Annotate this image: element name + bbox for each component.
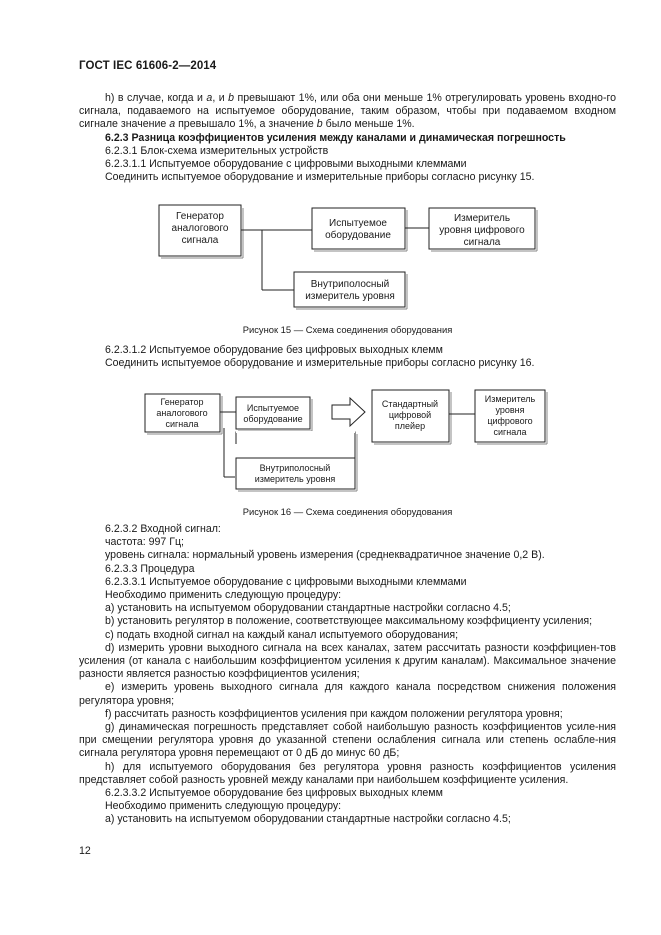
digital-meter-label: уровня цифрового — [439, 225, 525, 236]
generator-label: сигнала — [181, 235, 219, 246]
inband-meter-label: измеритель уровня — [254, 474, 336, 484]
figure-16-diagram — [0, 382, 661, 500]
var-a: a — [206, 92, 213, 104]
paragraph: Необходимо применить следующую процедуру: — [105, 589, 342, 602]
figure-15-caption: Рисунок 15 — Схема соединения оборудования — [242, 324, 453, 335]
hollow-arrow-icon — [332, 398, 365, 426]
paragraph: уровень сигнала: нормальный уровень измерения (среднеквадратичное значение 0,2 В). — [105, 549, 545, 562]
para-h-text: , и — [212, 92, 229, 104]
dut-box — [236, 397, 310, 429]
paragraph: e) измерить уровень выходного сигнала для каждого канала посредством снижения положения регулятора уровня; — [79, 681, 616, 707]
paragraph: f) рассчитать разность коэффициентов усиления при каждом положении регулятора уровня; — [105, 707, 563, 720]
generator-label: Генератор — [160, 397, 204, 407]
player-label: цифровой — [388, 410, 432, 420]
para-h-text: превышают 1%, или оба они меньше 1% отрегулировать уровень входно-го сигнала, подаваемого на испытуемое оборудование, таким образом, чтобы при подаваемом входном сигнале значение — [79, 92, 617, 131]
paragraph: a) установить на испытуемом оборудовании стандартные настройки согласно 4.5; — [105, 813, 511, 826]
paragraph: b) установить регулятор в положение, соответствующее максимальному коэффициенту усиления; — [105, 615, 593, 628]
paragraph: частота: 997 Гц; — [105, 536, 184, 549]
digital-meter-label: Измеритель — [484, 394, 536, 404]
dut-label: Испытуемое — [246, 403, 300, 413]
subsection-heading: 6.2.3.1.1 Испытуемое оборудование с цифровыми выходными клеммами — [105, 158, 467, 171]
dut-label: оборудование — [325, 230, 391, 241]
paragraph-h — [79, 92, 616, 132]
generator-label: аналогового — [156, 408, 208, 418]
var-a: a — [169, 118, 176, 131]
para-h-text: h) в случае, когда и — [105, 92, 207, 104]
paragraph: Необходимо применить следующую процедуру: — [105, 800, 342, 813]
paragraph: 6.2.3.3.2 Испытуемое оборудование без цифровых выходных клемм — [105, 787, 443, 800]
dut-label: Испытуемое — [329, 218, 387, 229]
text-block-top — [79, 92, 616, 184]
paragraph: Соединить испытуемое оборудование и измерительные приборы согласно рисунку 16. — [105, 357, 535, 370]
document-header: ГОСТ IEC 61606-2—2014 — [79, 60, 217, 72]
paragraph: Соединить испытуемое оборудование и измерительные приборы согласно рисунку 15. — [105, 171, 535, 184]
page-number: 12 — [79, 845, 91, 857]
paragraph: a) установить на испытуемом оборудовании стандартные настройки согласно 4.5; — [105, 602, 511, 615]
inband-meter-label: Внутриполосный — [310, 279, 390, 290]
paragraph: d) измерить уровни выходного сигнала на всех каналах, затем рассчитать разности коэффициен-тов усиления (от канала с наибольшим коэффициентом усиления к другим каналам). Максимальное значение разности является разностью коэффициентов усиления; — [79, 641, 616, 681]
player-label: Стандартный — [381, 399, 439, 409]
generator-label: аналогового — [171, 223, 229, 234]
inband-meter-label: Внутриполосный — [259, 463, 331, 473]
digital-meter-label: Измеритель — [453, 213, 511, 224]
digital-meter-label: сигнала — [493, 427, 527, 437]
paragraph: g) динамическая погрешность представляет собой наибольшую разность коэффициентов усиле-ния при смещении регулятора уровня до указанной степени ослабления сигнала или степень ослабле-ния сигнала регулятора уровня перемещают от 0 дБ до минус 60 дБ; — [79, 721, 616, 760]
subsection-heading: 6.2.3.1.2 Испытуемое оборудование без цифровых выходных клемм — [105, 344, 443, 356]
inband-meter-label: измеритель уровня — [305, 291, 395, 302]
figure-15-diagram — [0, 195, 661, 320]
paragraph: c) подать входной сигнал на каждый канал испытуемого оборудования; — [105, 628, 459, 641]
figure-16-caption: Рисунок 16 — Схема соединения оборудования — [242, 506, 453, 517]
dut-label: оборудование — [243, 414, 303, 424]
generator-label: сигнала — [165, 419, 199, 429]
section-heading: 6.2.3 Разница коэффициентов усиления между каналами и динамическая погрешность — [105, 131, 566, 144]
paragraph: h) для испытуемого оборудования без регулятора уровня разность коэффициентов усиления представляет собой разность уровней между каналами при наибольшем коэффициенте усиления. — [79, 760, 616, 786]
subsection-heading: 6.2.3.1 Блок-схема измерительных устройств — [105, 144, 329, 157]
paragraph: 6.2.3.3 Процедура — [105, 562, 195, 575]
var-b: b — [316, 118, 323, 131]
digital-meter-label: уровня — [495, 405, 525, 415]
text-block-bottom — [79, 523, 616, 827]
para-h-text: превышало 1%, а значение — [175, 118, 317, 131]
text-block-mid — [79, 344, 616, 370]
paragraph: 6.2.3.3.1 Испытуемое оборудование с цифровыми выходными клеммами — [105, 575, 467, 588]
digital-meter-label: сигнала — [463, 237, 501, 248]
var-b: b — [228, 92, 235, 104]
player-label: плейер — [394, 421, 426, 431]
digital-meter-label: цифрового — [487, 416, 533, 426]
generator-label: Генератор — [176, 211, 224, 222]
para-h-text: было меньше 1%. — [322, 118, 415, 131]
paragraph: 6.2.3.2 Входной сигнал: — [105, 523, 221, 535]
